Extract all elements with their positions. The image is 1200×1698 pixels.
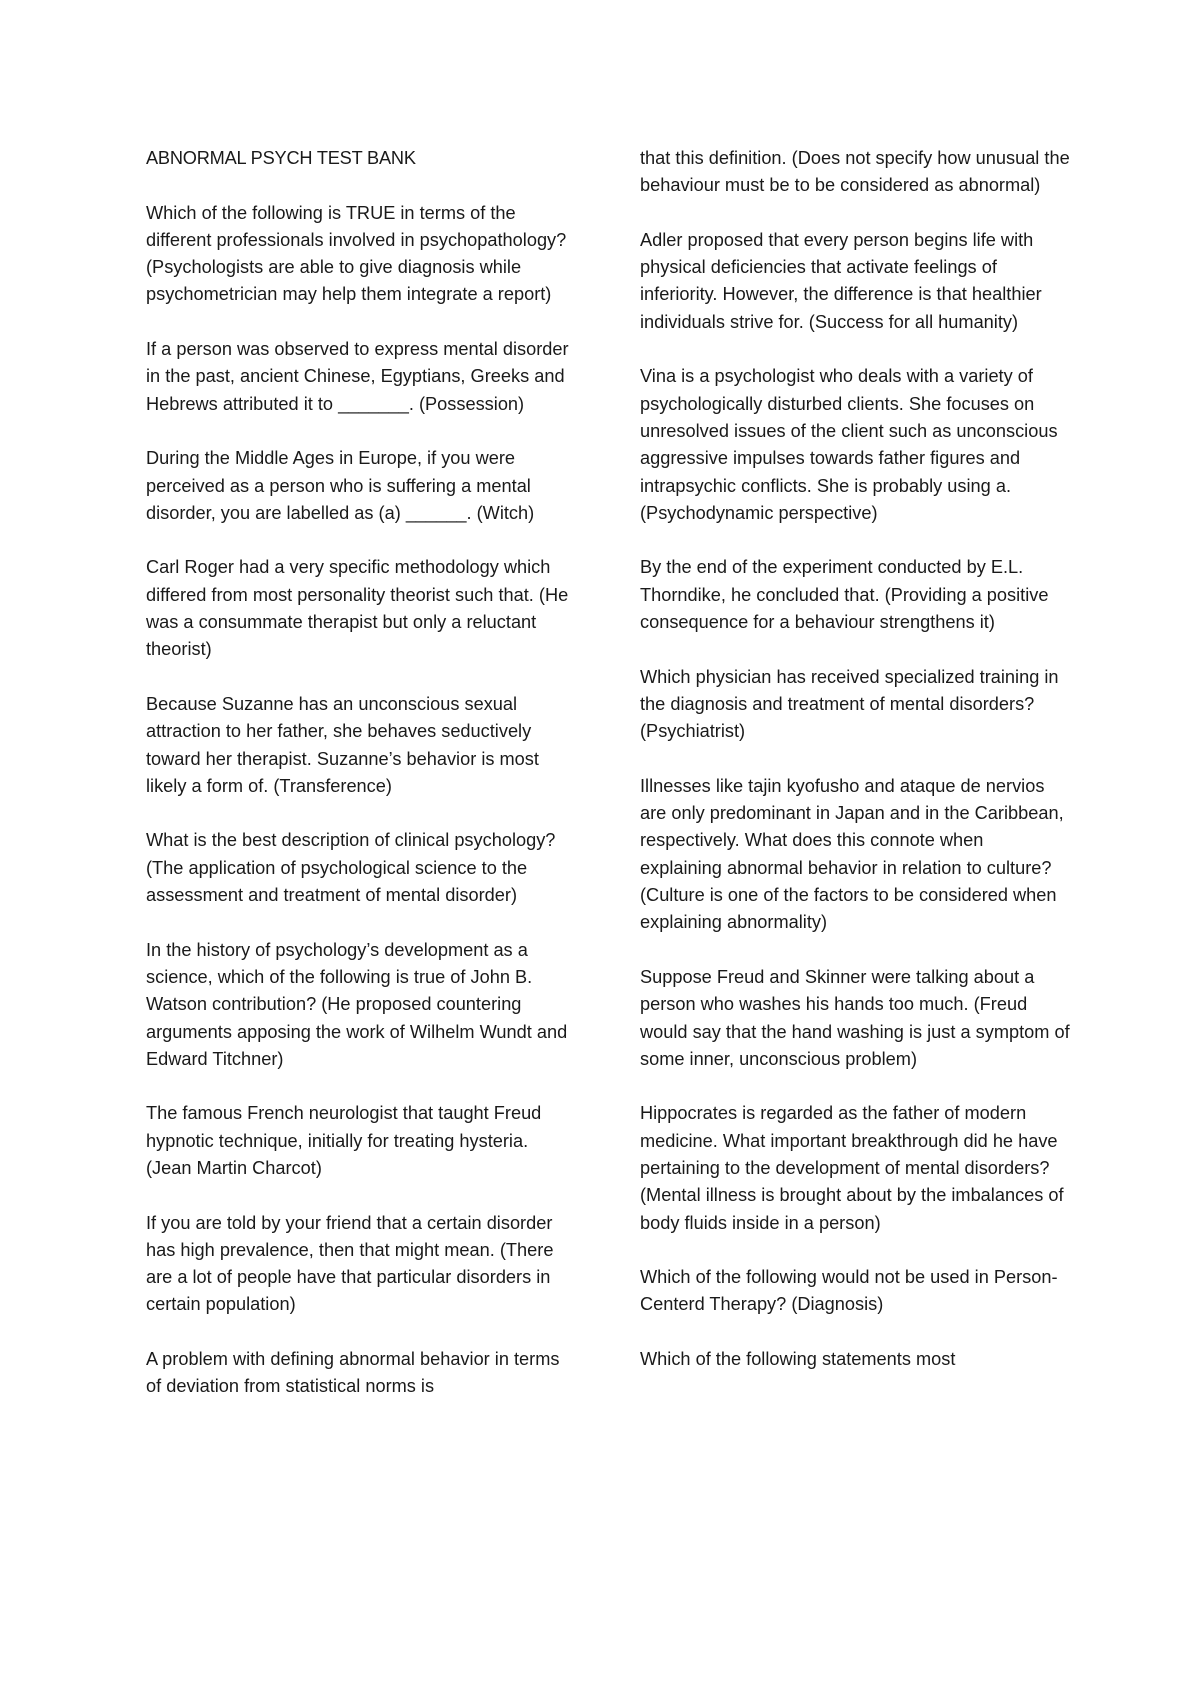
question-paragraph: The famous French neurologist that taught Freud hypnotic technique, initially for treating hysteria. (Jean Martin Charcot)	[146, 1103, 542, 1178]
question-paragraph: Vina is a psychologist who deals with a variety of psychologically disturbed clients. She focuses on unresolved issues of the client such as unconscious aggressive impulses towards father figures and intrapsychic conflicts. She is probably using a. (Psychodynamic perspective)	[640, 366, 1058, 523]
question-paragraph: By the end of the experiment conducted by E.L. Thorndike, he concluded that. (Providing a positive consequence for a behaviour strengthens it)	[640, 557, 1049, 633]
question-paragraph: In the history of psychology’s development as a science, which of the following is true of John B. Watson contribution? (He proposed countering arguments apposing the work of Wilhelm Wundt and Edward Titchner)	[146, 939, 568, 1069]
page-title: ABNORMAL PSYCH TEST BANK	[146, 148, 416, 168]
question-paragraph: that this definition. (Does not specify how unusual the behaviour must be to be considered as abnormal)	[640, 148, 1070, 196]
question-paragraph: Hippocrates is regarded as the father of modern medicine. What important breakthrough did he have pertaining to the development of mental disorders? (Mental illness is brought about by the imbalances of body fluids inside in a person)	[640, 1103, 1064, 1233]
question-paragraph: What is the best description of clinical psychology? (The application of psychological science to the assessment and treatment of mental disorder)	[146, 830, 556, 906]
question-paragraph: Which of the following statements most	[640, 1349, 956, 1370]
question-paragraph: If a person was observed to express mental disorder in the past, ancient Chinese, Egyptians, Greeks and Hebrews attributed it to _______. (Possession)	[146, 339, 569, 414]
question-paragraph: Suppose Freud and Skinner were talking about a person who washes his hands too much. (Freud would say that the hand washing is just a symptom of some inner, unconscious problem)	[640, 966, 1070, 1069]
question-paragraph: Which of the following would not be used in Person-Centerd Therapy? (Diagnosis)	[640, 1267, 1058, 1315]
question-paragraph: During the Middle Ages in Europe, if you were perceived as a person who is suffering a mental disorder, you are labelled as (a) ______. (Witch)	[146, 448, 535, 523]
question-paragraph: A problem with defining abnormal behavior in terms of deviation from statistical norms is	[146, 1349, 560, 1397]
question-paragraph: Which physician has received specialized training in the diagnosis and treatment of mental disorders? (Psychiatrist)	[640, 666, 1059, 742]
question-paragraph: If you are told by your friend that a certain disorder has high prevalence, then that might mean. (There are a lot of people have that particular disorders in certain population)	[146, 1212, 554, 1315]
left-column	[146, 145, 576, 1428]
question-paragraph: Adler proposed that every person begins life with physical deficiencies that activate feelings of inferiority. However, the difference is that healthier individuals strive for. (Success for all humanity)	[640, 229, 1042, 332]
question-paragraph: Which of the following is TRUE in terms of the different professionals involved in psychopathology? (Psychologists are able to give diagnosis while psychometrician may help them integrate a report)	[146, 202, 567, 305]
question-paragraph: Illnesses like tajin kyofusho and ataque de nervios are only predominant in Japan and in the Caribbean, respectively. What does this connote when explaining abnormal behavior in relation to culture? (Culture is one of the factors to be considered when explaining abnormality)	[640, 775, 1064, 933]
question-paragraph: Carl Roger had a very specific methodology which differed from most personality theorist such that. (He was a consummate therapist but only a reluctant theorist)	[146, 557, 569, 660]
right-column	[640, 145, 1070, 1401]
question-paragraph: Because Suzanne has an unconscious sexual attraction to her father, she behaves seductively toward her therapist. Suzanne’s behavior is most likely a form of. (Transference)	[146, 693, 539, 796]
